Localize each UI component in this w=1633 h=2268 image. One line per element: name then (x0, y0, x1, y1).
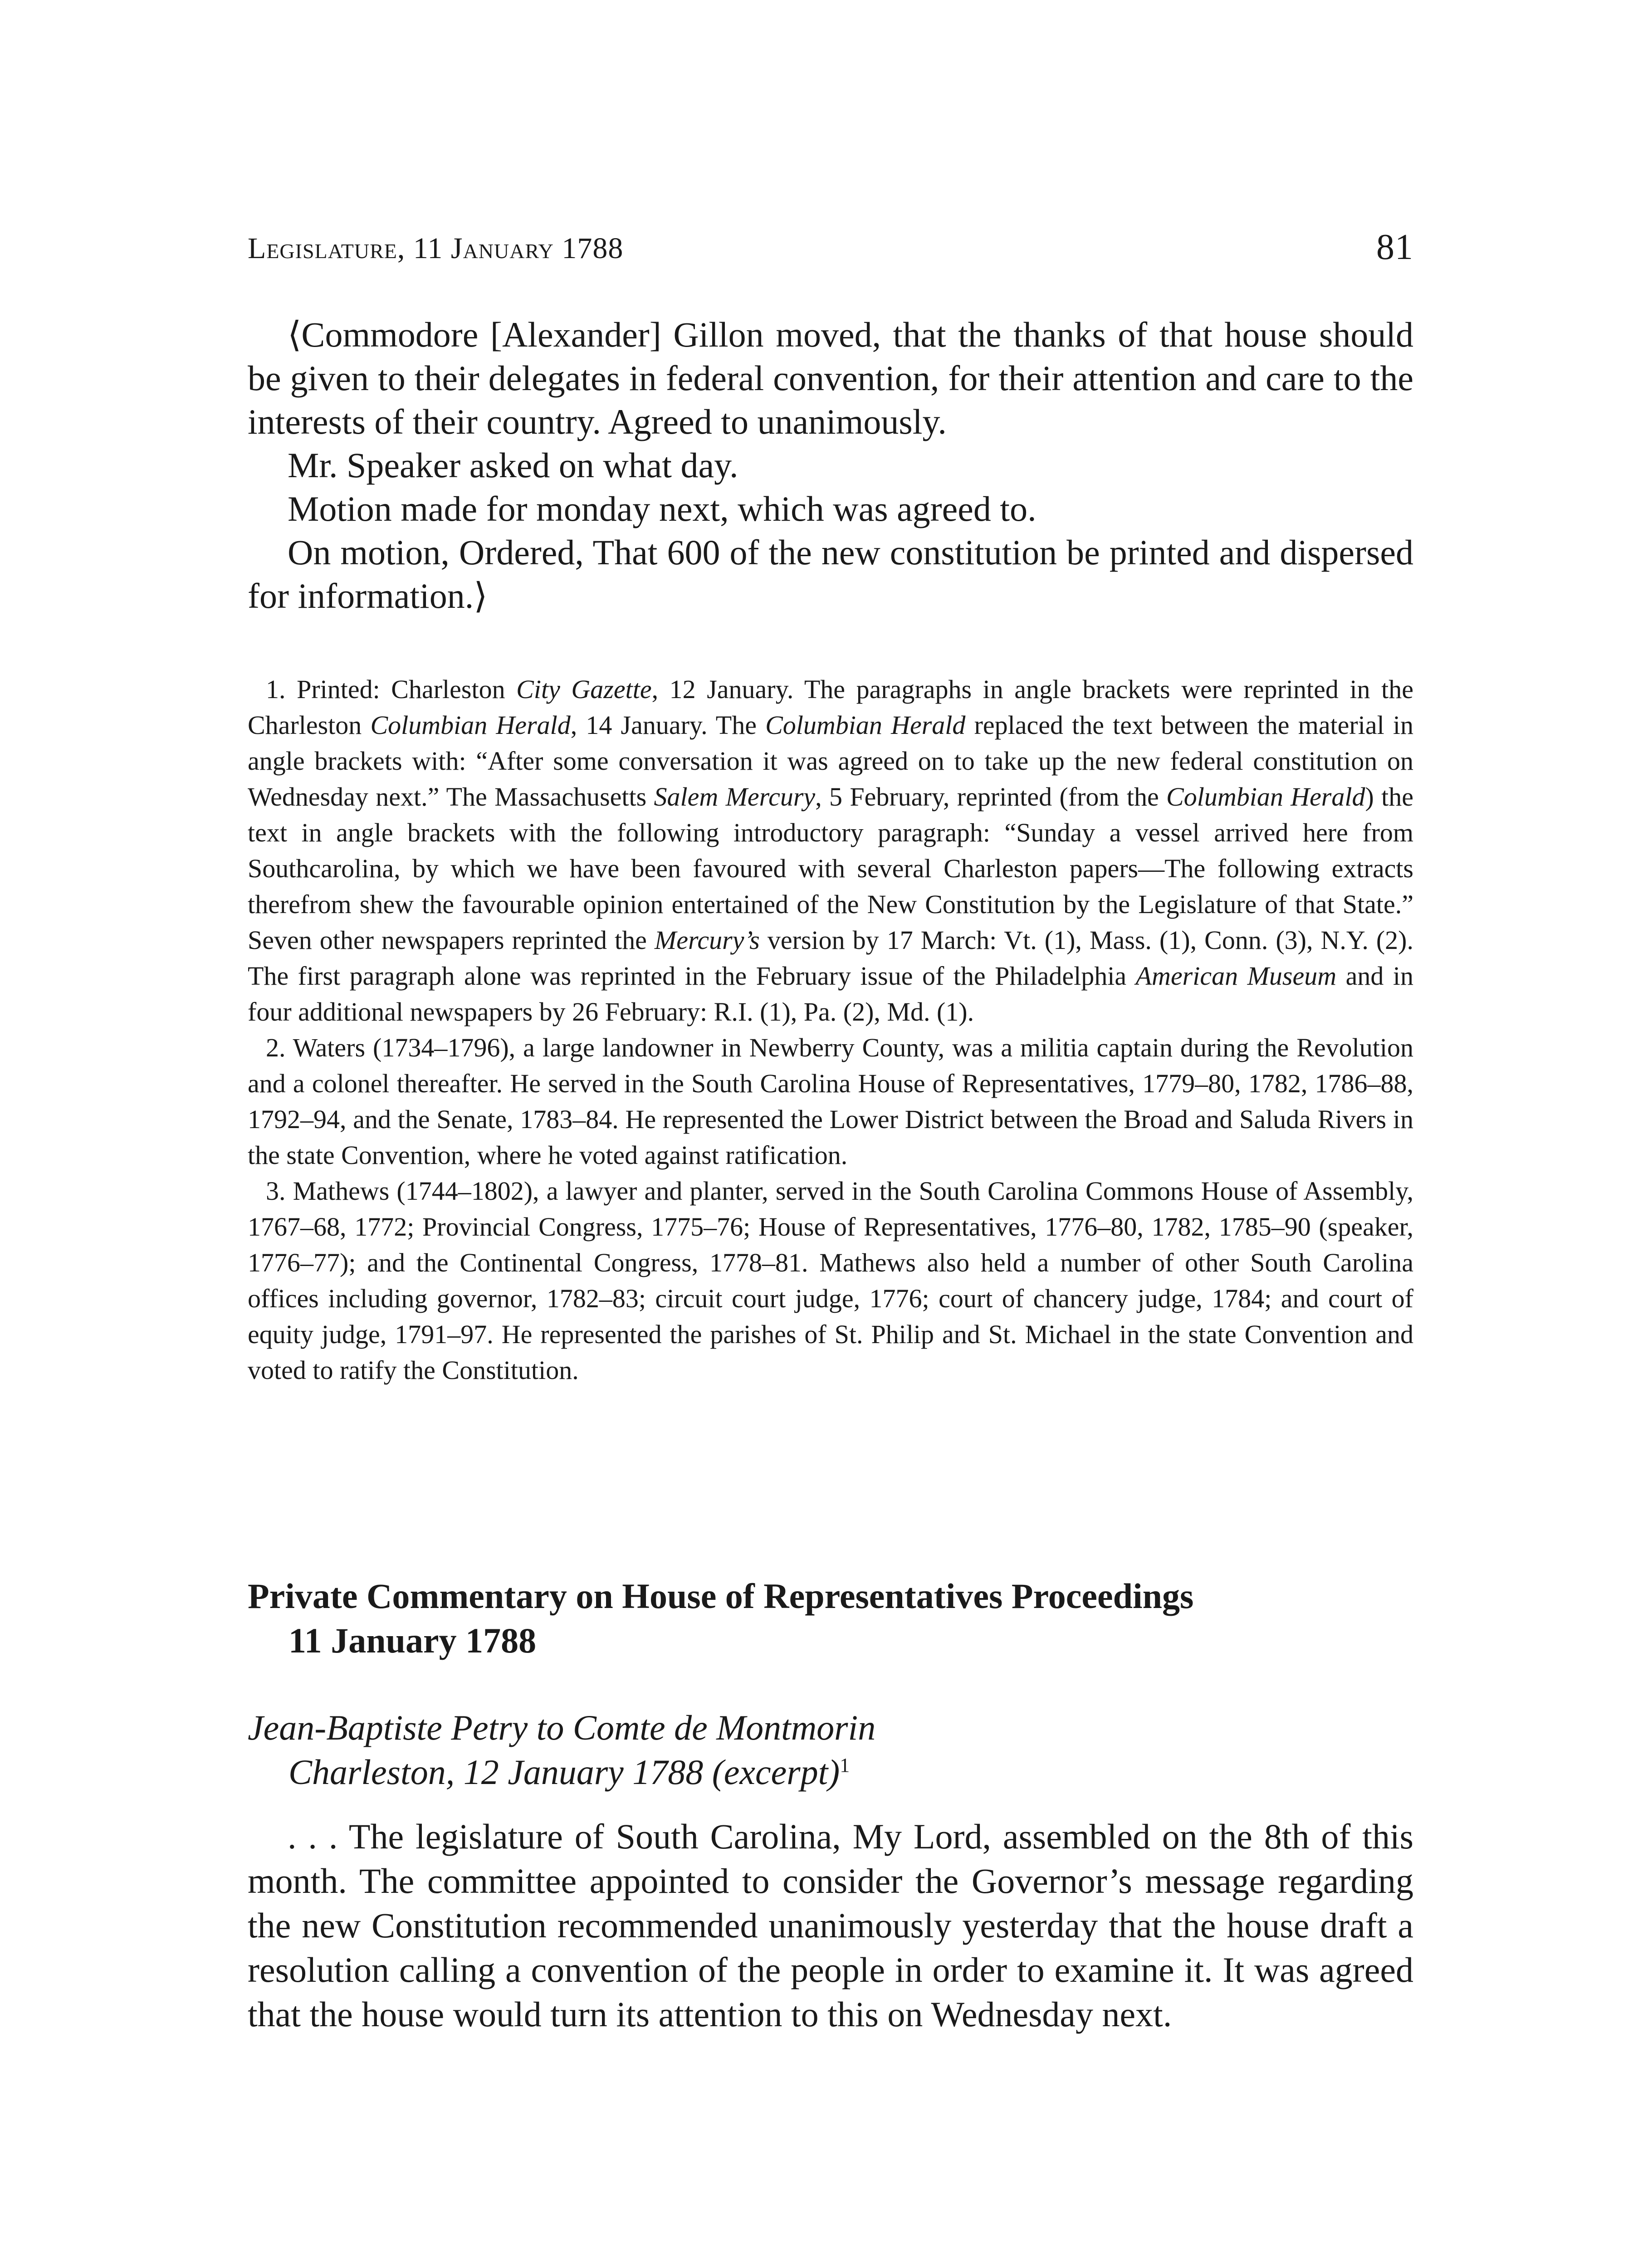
paragraph-speaker-asked: Mr. Speaker asked on what day. (288, 445, 738, 485)
running-head (248, 222, 1413, 277)
footnote-1: 1. Printed: Charleston City Gazette, 12 January. The paragraphs in angle brackets were reprinted in the Charleston Columbian Herald, 14 January. The Columbian Herald replaced the text between the material in angle brackets with: “After some conversation it was agreed on to take up the new federal constitution on Wednesday next.” The Massachusetts Salem Mercury, 5 February, reprinted (from the Columbian Herald) the text in angle brackets with the following introductory paragraph: “Sunday a vessel arrived here from Southcarolina, by which we have been favoured with several Charleston papers—The following extracts therefrom shew the favourable opinion entertained of the New Constitution by the Legislature of that State.” Seven other newspapers reprinted the Mercury’s version by 17 March: Vt. (1), Mass. (1), Conn. (3), N.Y. (2). The first paragraph alone was reprinted in the February issue of the Philadelphia American Museum and in four additional newspapers by 26 February: R.I. (1), Pa. (2), Md. (1). (248, 675, 1414, 1026)
paragraph-ordered-printed: On motion, Ordered, That 600 of the new constitution be printed and dispersed for information.⟩ (248, 533, 1413, 616)
letter-paragraph: . . . The legislature of South Carolina, My Lord, assembled on the 8th of this month. The committee appointed to consider the Governor’s message regarding the new Constitution recommended unanimously yesterday that the house draft a resolution calling a convention of the people in order to examine it. It was agreed that the house would turn its attention to this on Wednesday next. (248, 1817, 1413, 2034)
section-title (248, 1574, 1413, 1663)
section-title-line-1: Private Commentary on House of Representatives Proceedings (248, 1576, 1194, 1616)
proceedings-text (248, 313, 1413, 618)
paragraph-motion-monday: Motion made for monday next, which was agreed to. (288, 489, 1037, 528)
section-title-line-2: 11 January 1788 (288, 1621, 537, 1660)
footnote-3: 3. Mathews (1744–1802), a lawyer and planter, served in the South Carolina Commons House of Assembly, 1767–68, 1772; Provincial Congress, 1775–76; House of Representatives, 1776–80, 1782, 1785–90 (speaker, 1776–77); and the Continental Congress, 1778–81. Mathews also held a number of other South Carolina offices including governor, 1782–83; circuit court judge, 1776; court of chancery judge, 1784; and court of equity judge, 1791–97. He represented the parishes of St. Philip and St. Michael in the state Convention and voted to ratify the Constitution. (248, 1176, 1413, 1385)
letter-heading-correspondents: Jean-Baptiste Petry to Comte de Montmorin (248, 1708, 876, 1747)
footnotes (248, 671, 1413, 1388)
footnote-2: 2. Waters (1734–1796), a large landowner in Newberry County, was a militia captain during the Revolution and a colonel thereafter. He served in the South Carolina House of Representatives, 1779–80, 1782, 1786–88, 1792–94, and the Senate, 1783–84. He represented the Lower District between the Broad and Saluda Rivers in the state Convention, where he voted against ratification. (248, 1033, 1413, 1170)
footnote-marker: 1 (840, 1754, 850, 1776)
letter-heading-place-date: Charleston, 12 January 1788 (excerpt)$^1$ (288, 1752, 850, 1792)
letter-body (248, 1814, 1413, 2037)
running-head-title: Legislature, 11 January 1788 (248, 232, 624, 265)
letter-heading (248, 1706, 1413, 1794)
paragraph-gillon-motion: ⟨Commodore [Alexander] Gillon moved, that the thanks of that house should be given to their delegates in federal convention, for their attention and care to the interests of their country. Agreed to unanimously. (248, 315, 1413, 441)
page-number: 81 (1376, 227, 1413, 267)
